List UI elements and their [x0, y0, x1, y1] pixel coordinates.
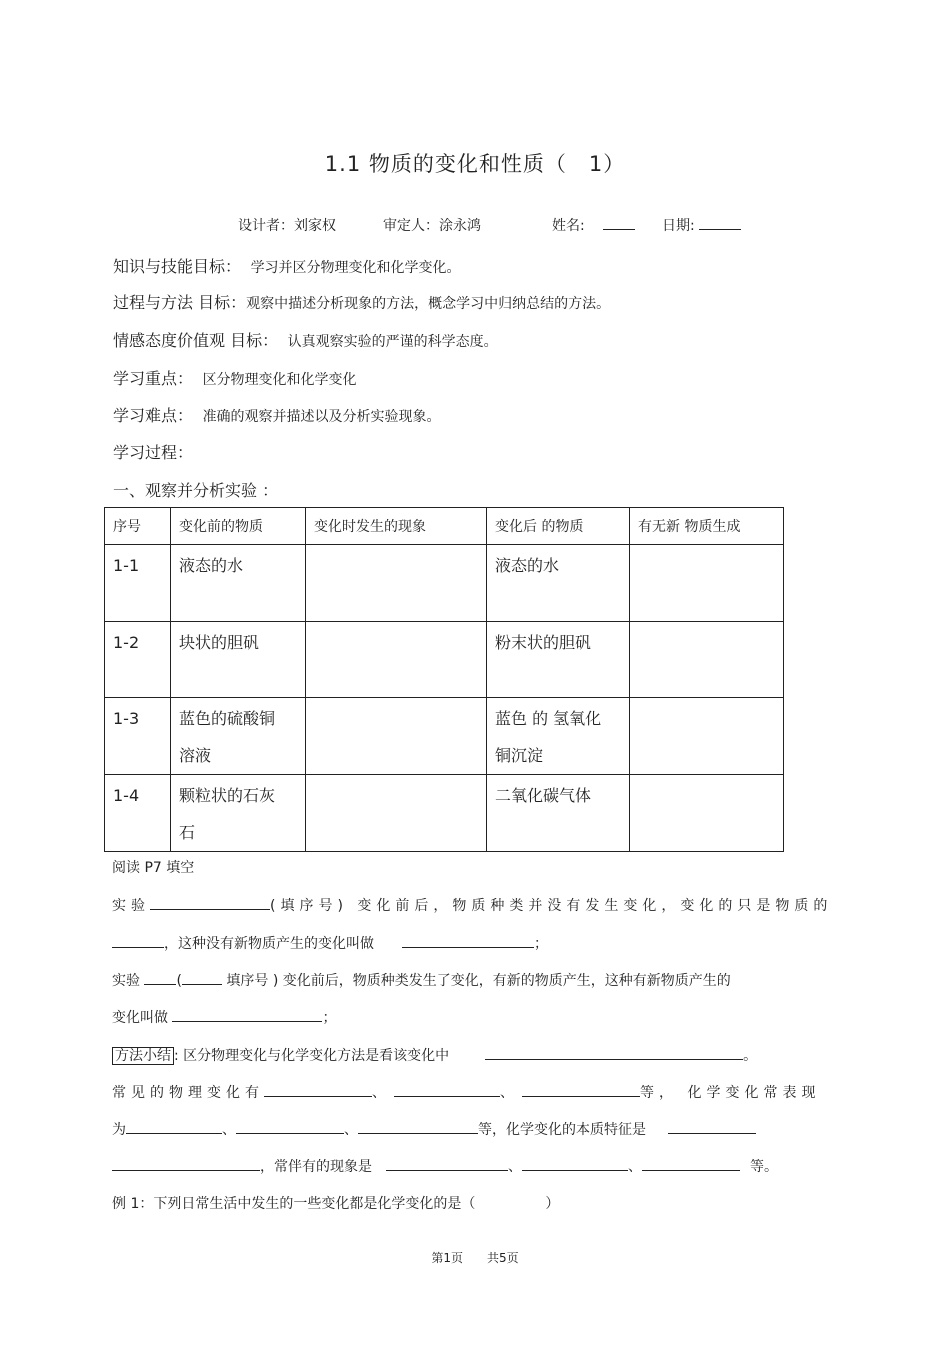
- fill-line-7: 为 、 、 等，化学变化的本质特征是: [112, 1119, 756, 1139]
- answer-blank[interactable]: [126, 1119, 222, 1134]
- fill-line-8: ，常伴有的现象是 、 、 等。: [112, 1156, 778, 1176]
- name-blank: [603, 215, 635, 230]
- table-row: 1-4 颗粒状的石灰 石 二氧化碳气体: [105, 775, 784, 852]
- answer-blank[interactable]: [394, 1082, 500, 1097]
- blank-cell[interactable]: [630, 545, 784, 622]
- answer-blank[interactable]: [112, 1156, 260, 1171]
- key-point: 学习重点： 区分物理变化和化学变化: [113, 369, 357, 388]
- objective-attitude: 情感态度价值观 目标： 认真观察实验的严谨的科学态度。: [113, 331, 498, 350]
- page-footer: 第1页 共5页: [431, 1251, 519, 1265]
- answer-blank[interactable]: [264, 1082, 372, 1097]
- answer-blank[interactable]: [386, 1156, 508, 1171]
- date-blank: [699, 215, 741, 230]
- header-after: 变化后 的物质: [487, 508, 630, 545]
- method-summary-box: 方法小结: [112, 1047, 174, 1065]
- table-row: 1-2 块状的胆矾 粉末状的胆矾: [105, 622, 784, 698]
- answer-blank[interactable]: [112, 933, 164, 948]
- page-title: 1.1 物质的变化和性质（ 1）: [324, 152, 626, 176]
- objective-process: 过程与方法 目标：观察中描述分析现象的方法，概念学习中归纳总结的方法。: [113, 293, 611, 312]
- blank-cell[interactable]: [630, 775, 784, 852]
- answer-blank[interactable]: [642, 1156, 740, 1171]
- answer-blank[interactable]: [144, 970, 176, 985]
- table-header-row: [105, 508, 784, 545]
- blank-cell[interactable]: [306, 545, 487, 622]
- learning-process: 学习过程：: [113, 443, 194, 462]
- blank-cell[interactable]: [306, 622, 487, 698]
- blank-cell[interactable]: [630, 622, 784, 698]
- answer-blank[interactable]: [522, 1082, 640, 1097]
- blank-cell[interactable]: [306, 698, 487, 775]
- answer-blank[interactable]: [182, 970, 222, 985]
- designer: 设计者：刘家权: [238, 218, 336, 234]
- difficult-point: 学习难点： 准确的观察并描述以及分析实验现象。: [113, 406, 441, 425]
- answer-blank[interactable]: [236, 1119, 344, 1134]
- fill-line-3: 实验 ( 填序号 ) 变化前后，物质种类发生了变化，有新的物质产生，这种有新物质产生的: [112, 970, 731, 990]
- answer-blank[interactable]: [402, 933, 534, 948]
- fill-line-5: 方法小结 : 区分物理变化与化学变化方法是看该变化中 。: [112, 1045, 757, 1065]
- date-label: 日期:: [662, 218, 695, 234]
- objective-knowledge: 知识与技能目标： 学习并区分物理变化和化学变化。: [113, 257, 461, 276]
- table-row: 1-1 液态的水 液态的水: [105, 545, 784, 622]
- answer-blank[interactable]: [485, 1045, 743, 1060]
- name-label: 姓名:: [552, 218, 585, 234]
- answer-blank[interactable]: [522, 1156, 628, 1171]
- example-1: 例 1：下列日常生活中发生的一些变化都是化学变化的是（ ）: [112, 1196, 560, 1212]
- date-field: [662, 215, 741, 235]
- table-row: 1-3 蓝色的硫酸铜 溶液 蓝色 的 氢氧化 铜沉淀: [105, 698, 784, 775]
- experiment-table: [104, 507, 784, 852]
- reading-instruction: 阅读 P7 填空: [112, 860, 195, 876]
- answer-blank[interactable]: [668, 1119, 756, 1134]
- fill-line-1: 实验 (填序号) 变化前后，物质种类并没有发生变化，变化的只是物质的: [112, 895, 832, 915]
- reviewer: 审定人：涂永鸿: [383, 218, 481, 234]
- section-heading: 一、观察并分析实验 ：: [113, 481, 279, 500]
- fill-line-6: 常见的物理变化有 、 、 等， 化学变化常表现: [112, 1082, 820, 1102]
- name-field: [552, 215, 635, 235]
- answer-blank[interactable]: [150, 895, 270, 910]
- fill-line-2: ，这种没有新物质产生的变化叫做 ；: [112, 933, 548, 953]
- header-before: 变化前的物质: [171, 508, 306, 545]
- answer-blank[interactable]: [358, 1119, 478, 1134]
- blank-cell[interactable]: [306, 775, 487, 852]
- fill-line-4: 变化叫做 ；: [112, 1007, 336, 1027]
- header-no: 序号: [105, 508, 171, 545]
- answer-blank[interactable]: [172, 1007, 322, 1022]
- header-phenomenon: 变化时发生的现象: [306, 508, 487, 545]
- blank-cell[interactable]: [630, 698, 784, 775]
- header-new: 有无新 物质生成: [630, 508, 784, 545]
